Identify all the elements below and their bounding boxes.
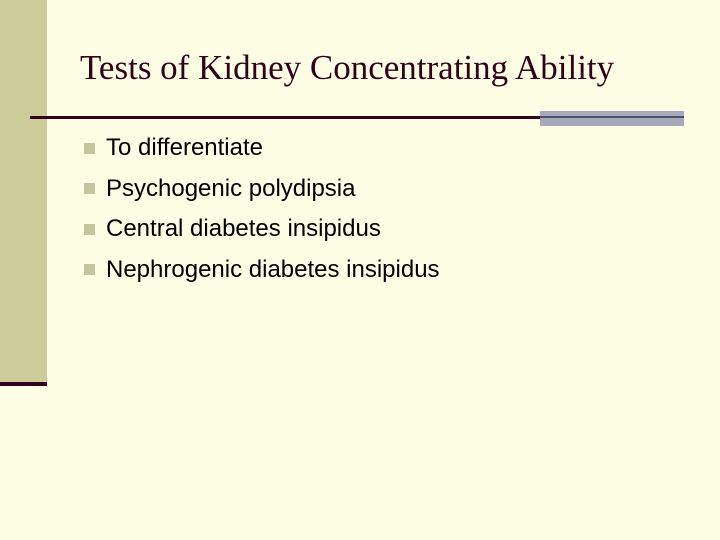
- slide-title: Tests of Kidney Concentrating Ability: [80, 48, 615, 87]
- bullet-item: [84, 128, 440, 169]
- left-accent-bar-base: [0, 382, 47, 386]
- bullet-item: [84, 250, 440, 291]
- title-underline-dark: [30, 116, 540, 119]
- bullet-text: Nephrogenic diabetes insipidus: [106, 255, 440, 283]
- square-bullet-icon: [84, 183, 95, 194]
- title-underline-grey-line: [540, 116, 684, 118]
- square-bullet-icon: [84, 143, 95, 154]
- title-underline-grey-block: [540, 111, 684, 126]
- bullet-text: To differentiate: [106, 134, 263, 162]
- square-bullet-icon: [84, 264, 95, 275]
- bullet-item: [84, 209, 440, 250]
- bullet-list: [84, 128, 440, 290]
- bullet-text: Central diabetes insipidus: [106, 215, 381, 243]
- bullet-text: Psychogenic polydipsia: [106, 174, 356, 202]
- left-accent-bar: [0, 0, 47, 382]
- square-bullet-icon: [84, 224, 95, 235]
- bullet-item: [84, 169, 440, 210]
